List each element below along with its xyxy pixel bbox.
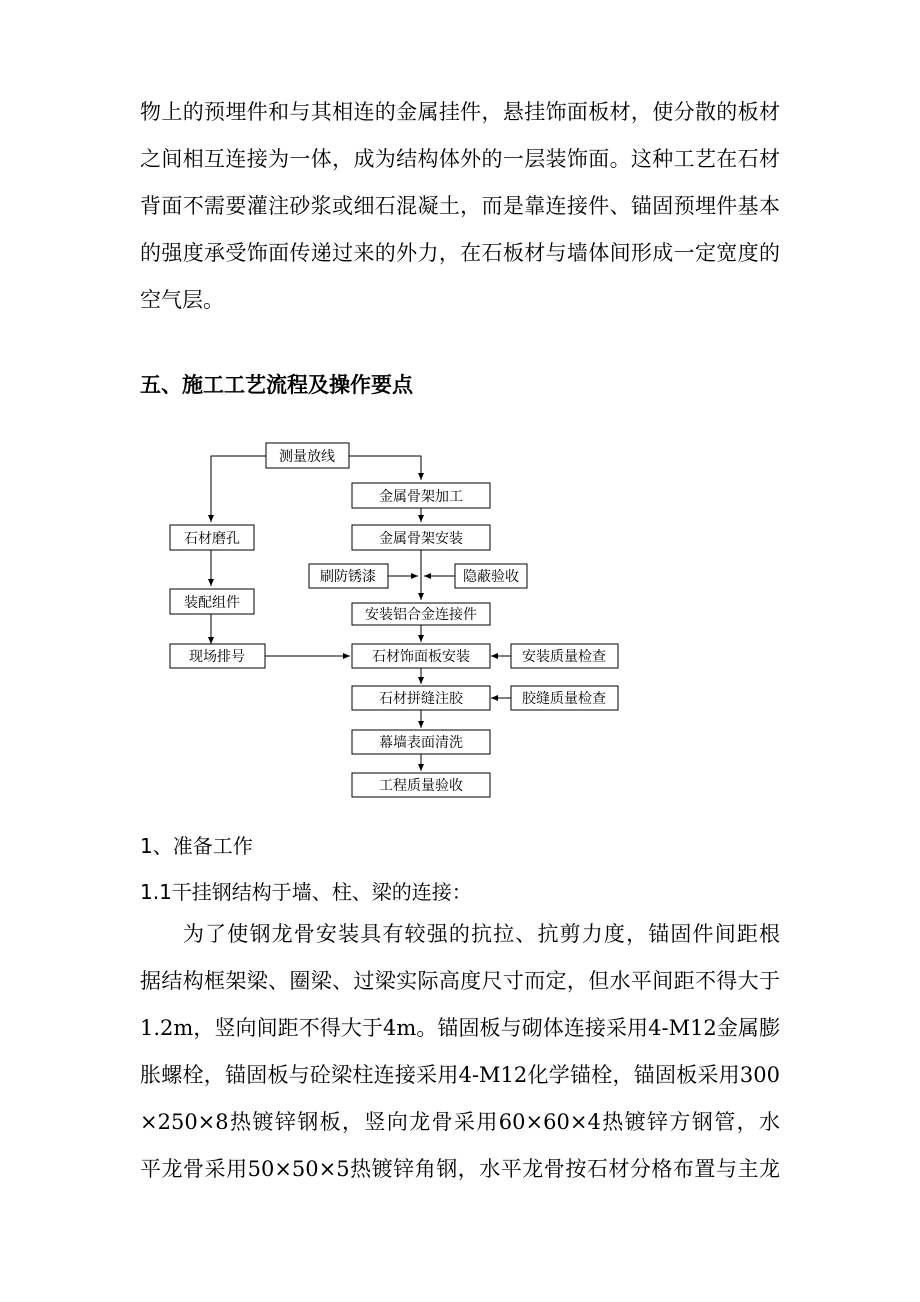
- svg-text:工程质量验收: 工程质量验收: [379, 778, 463, 794]
- intro-line-1: 物上的预埋件和与其相连的金属挂件，悬挂饰面板材，使分散的板材: [140, 100, 780, 124]
- svg-text:石材磨孔: 石材磨孔: [184, 531, 240, 547]
- node-site-numbering: [170, 644, 265, 668]
- svg-text:测量放线: 测量放线: [279, 449, 335, 465]
- node-metal-frame-process: [352, 483, 490, 508]
- intro-line-5: 空气层。: [140, 288, 224, 312]
- node-curtain-wall-clean: [352, 730, 490, 754]
- node-glue-quality-check: [511, 686, 618, 710]
- node-metal-frame-install: [352, 525, 490, 550]
- svg-text:刷防锈漆: 刷防锈漆: [320, 569, 376, 585]
- intro-line-3: 背面不需要灌注砂浆或细石混凝土，而是靠连接件、锚固预埋件基本: [140, 194, 780, 218]
- svg-text:隐蔽验收: 隐蔽验收: [463, 569, 519, 585]
- body-line-5: ×250×8热镀锌钢板，竖向龙骨采用60×60×4热镀锌方钢管，水: [140, 1110, 780, 1134]
- node-stone-drilling: [170, 525, 254, 550]
- svg-text:装配组件: 装配组件: [184, 595, 240, 611]
- body-line-6: 平龙骨采用50×50×5热镀锌角钢，水平龙骨按石材分格布置与主龙: [140, 1157, 780, 1181]
- node-assembly: [170, 589, 254, 614]
- body-line-3: 1.2m，竖向间距不得大于4m。锚固板与砌体连接采用4-M12金属膨: [140, 1016, 780, 1040]
- node-concealed-inspection: [455, 564, 527, 588]
- body-line-4: 胀螺栓，锚固板与砼梁柱连接采用4-M12化学锚栓，锚固板采用300: [140, 1063, 780, 1087]
- node-project-acceptance: [352, 773, 490, 797]
- body-line-1: 为了使钢龙骨安装具有较强的抗拉、抗剪力度，锚固件间距根: [183, 922, 780, 946]
- node-stone-panel-install: [352, 644, 490, 668]
- body-line-2: 据结构框架梁、圈梁、过梁实际高度尺寸而定，但水平间距不得大于: [140, 969, 780, 993]
- node-anti-rust: [309, 564, 388, 588]
- svg-text:胶缝质量检查: 胶缝质量检查: [522, 691, 606, 707]
- intro-line-2: 之间相互连接为一体，成为结构体外的一层装饰面。这种工艺在石材: [140, 147, 780, 171]
- svg-text:现场排号: 现场排号: [189, 649, 245, 665]
- svg-text:安装质量检查: 安装质量检查: [522, 649, 606, 665]
- intro-line-4: 的强度承受饰面传递过来的外力，在石板材与墙体间形成一定宽度的: [140, 241, 780, 265]
- svg-text:金属骨架加工: 金属骨架加工: [379, 489, 463, 505]
- node-aluminum-connector: [352, 603, 490, 625]
- svg-text:安装铝合金连接件: 安装铝合金连接件: [365, 607, 477, 623]
- svg-text:石材饰面板安装: 石材饰面板安装: [372, 649, 470, 665]
- subheading-preparation: 1、准备工作: [140, 834, 253, 858]
- node-install-quality-check: [511, 644, 618, 668]
- svg-text:幕墙表面清洗: 幕墙表面清洗: [379, 735, 463, 751]
- subheading-steel-connection: 1.1干挂钢结构于墙、柱、梁的连接：: [140, 880, 472, 904]
- svg-text:石材拼缝注胶: 石材拼缝注胶: [379, 691, 463, 707]
- section-heading: 五、施工工艺流程及操作要点: [140, 373, 413, 397]
- svg-text:金属骨架安装: 金属骨架安装: [379, 531, 463, 547]
- node-measure: [266, 443, 349, 468]
- node-stone-joint-glue: [352, 686, 490, 710]
